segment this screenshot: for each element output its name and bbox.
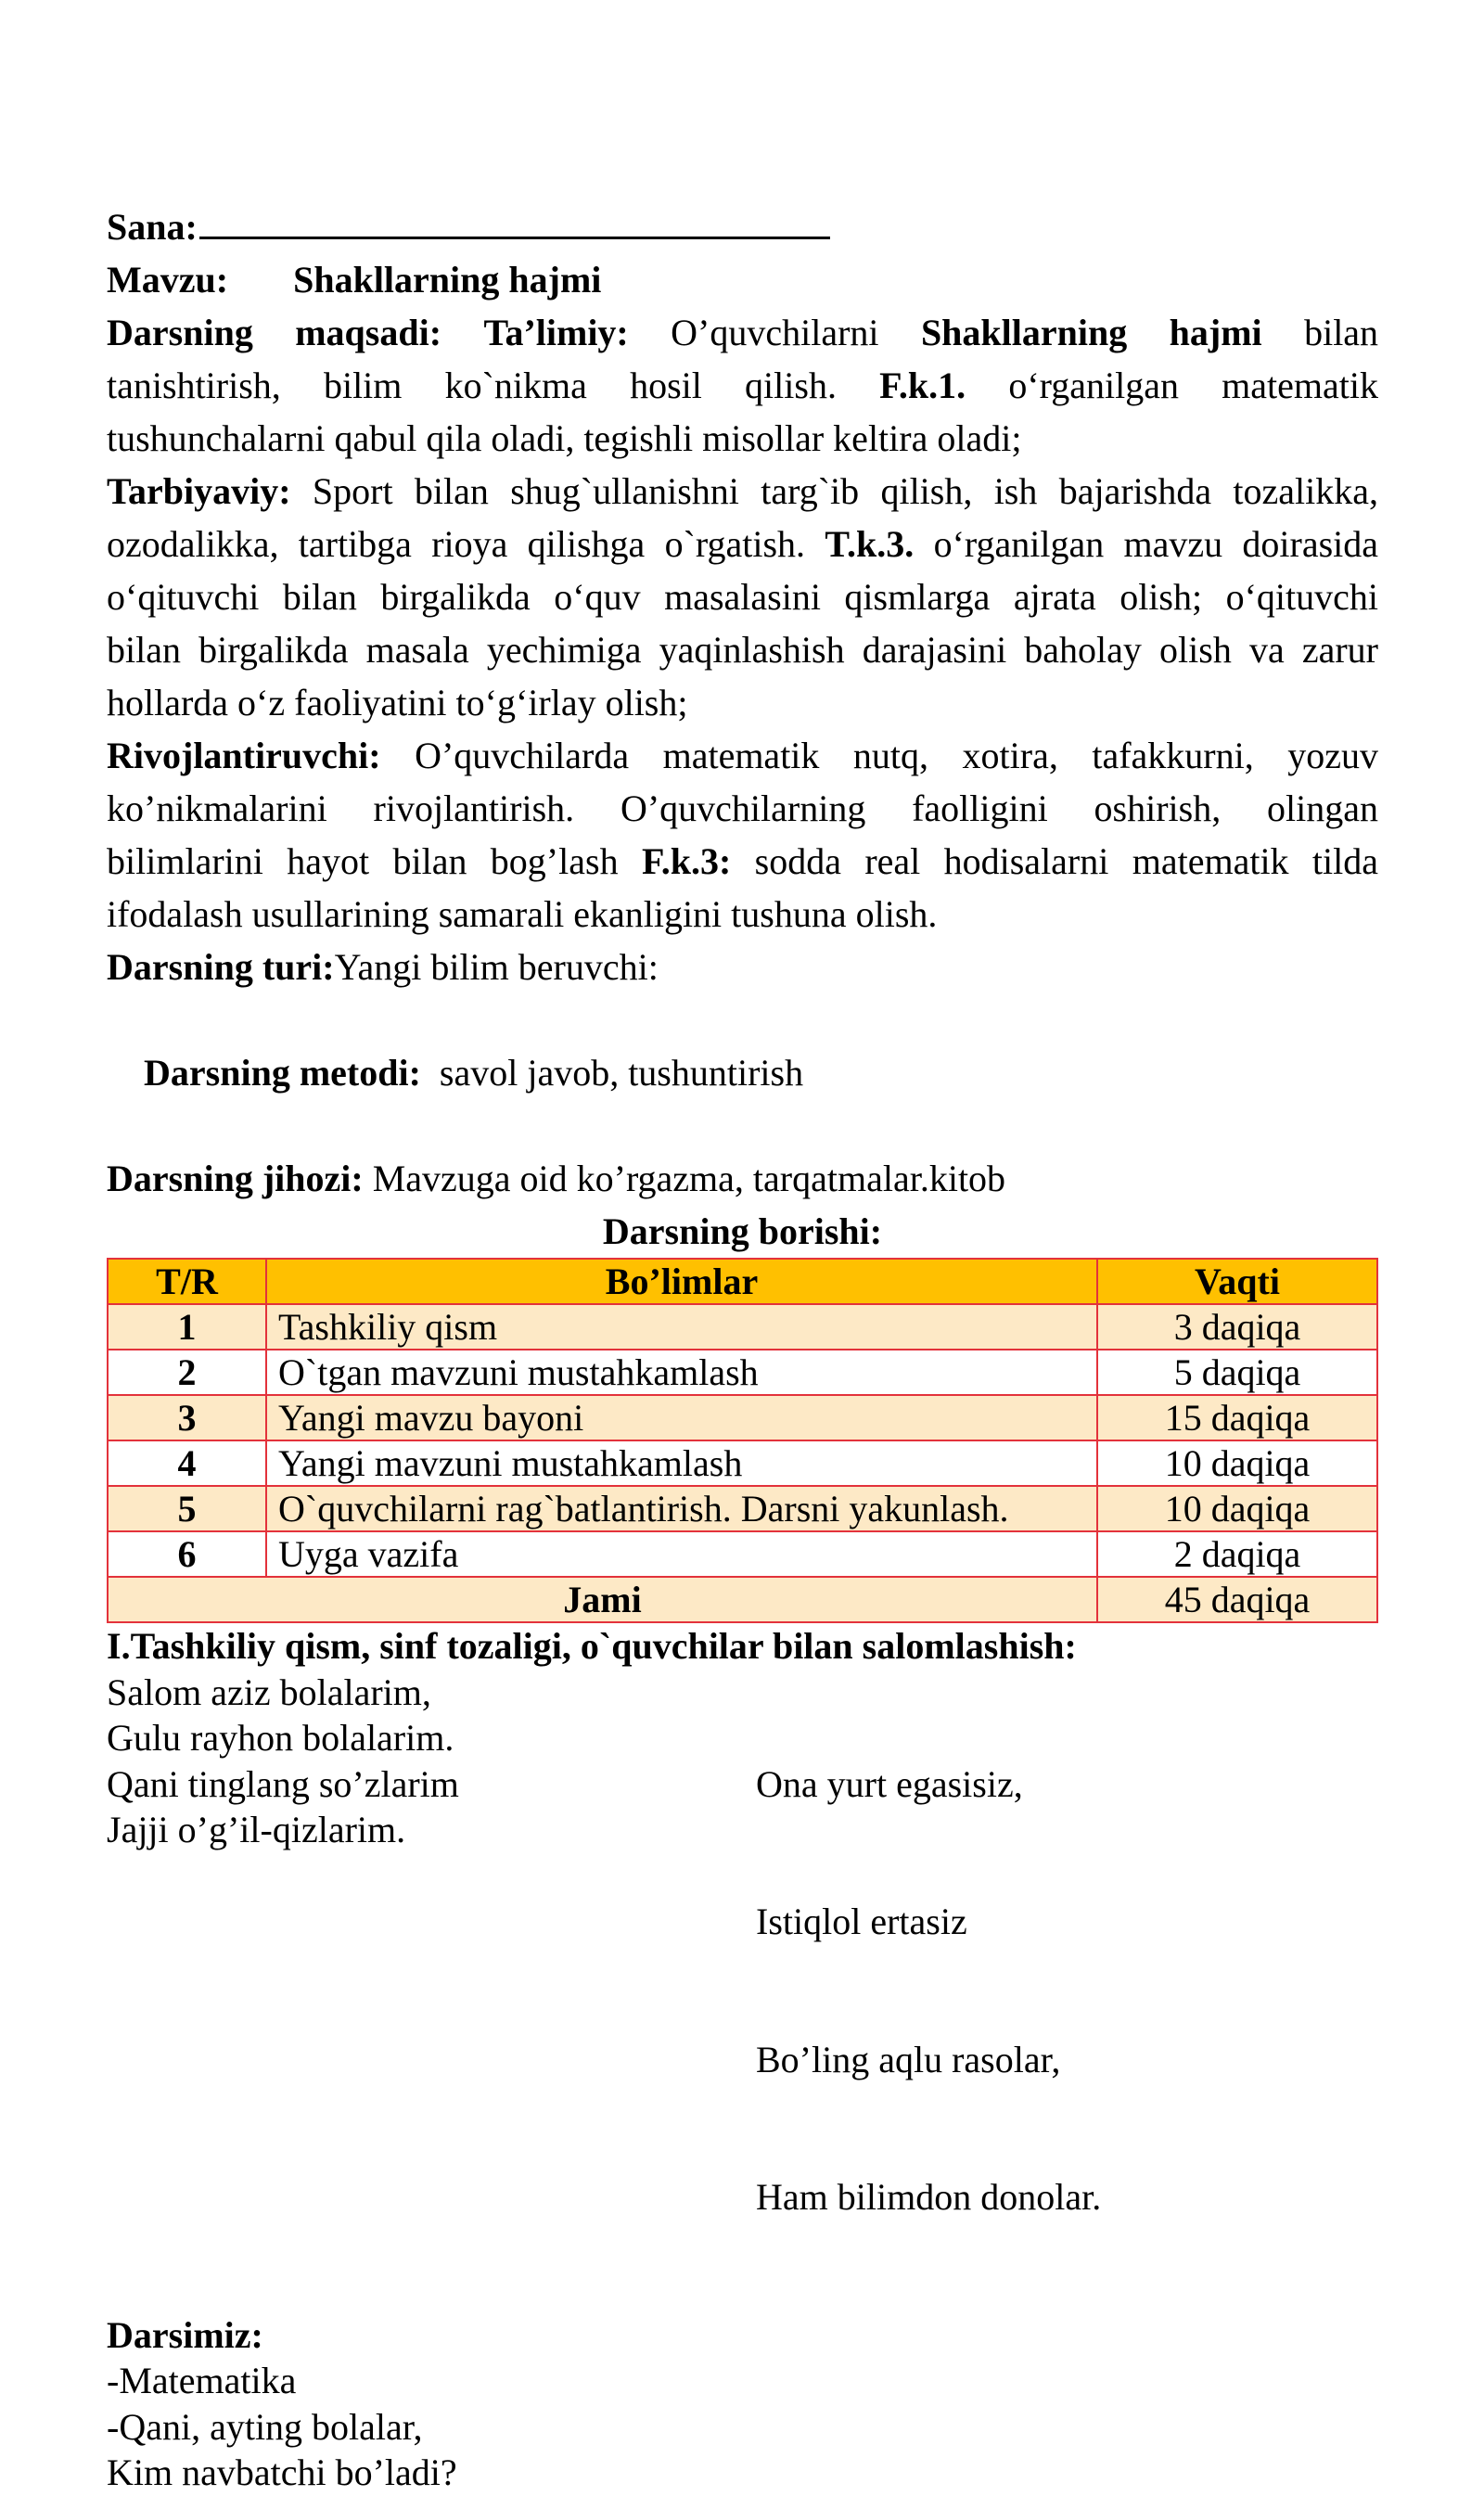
organization-heading: I.Tashkiliy qism, sinf tozaligi, o`quvchilar bilan salomlashish: xyxy=(107,1625,1077,1667)
row-section: O`quvchilarni rag`batlantirish. Darsni yakunlash. xyxy=(266,1486,1097,1531)
goals-line-4 xyxy=(107,465,1378,518)
row-number: 6 xyxy=(108,1531,266,1577)
poem-right-column xyxy=(756,1670,1101,2312)
poem-line: Bo’ling aqlu rasolar, xyxy=(756,2038,1061,2080)
lesson-plan-page xyxy=(107,199,1378,2496)
total-time: 45 daqiqa xyxy=(1097,1577,1377,1622)
lesson-type-line xyxy=(107,941,1378,993)
fk1-label: F.k.1. xyxy=(879,365,966,406)
table-header-row xyxy=(108,1259,1377,1304)
poem-line: Ona yurt egasisiz, xyxy=(756,1762,1023,1805)
topic-value: Shakllarning hajmi xyxy=(293,259,602,301)
row-number: 1 xyxy=(108,1304,266,1350)
goals-line-5 xyxy=(107,518,1378,570)
goals-text: O’quvchilarni xyxy=(671,312,879,353)
goals-line-12 xyxy=(107,888,1378,941)
closing-line: Kim navbatchi bo’ladi? xyxy=(107,2451,457,2493)
date-blank xyxy=(199,199,830,239)
date-label: Sana: xyxy=(107,206,198,248)
header-cell-number: T/R xyxy=(108,1259,266,1304)
goals-line-6 xyxy=(107,570,1378,623)
lesson-equipment-label: Darsning jihozi: xyxy=(107,1158,364,1199)
goals-text: Sport bilan shug`ullanishni targ`ib qilish, ish bajarishda tozalikka, xyxy=(312,470,1379,512)
lesson-type-value: Yangi bilim beruvchi: xyxy=(334,946,659,988)
goals-line-10 xyxy=(107,782,1378,835)
row-time: 2 daqiqa xyxy=(1097,1531,1377,1577)
row-number: 3 xyxy=(108,1395,266,1440)
table-row xyxy=(108,1440,1377,1486)
row-time: 5 daqiqa xyxy=(1097,1350,1377,1395)
table-row xyxy=(108,1531,1377,1577)
poem-line: Ham bilimdon donolar. xyxy=(756,2176,1102,2218)
lesson-type-label: Darsning turi: xyxy=(107,946,335,988)
lesson-method-line xyxy=(107,993,1378,1152)
header-cell-section: Bo’limlar xyxy=(266,1259,1097,1304)
goals-topic: Shakllarning hajmi xyxy=(920,312,1262,353)
fk3-label: F.k.3: xyxy=(641,840,732,882)
date-line xyxy=(107,199,1378,253)
row-section: Yangi mavzu bayoni xyxy=(266,1395,1097,1440)
topic-line xyxy=(107,253,1378,306)
row-time: 15 daqiqa xyxy=(1097,1395,1377,1440)
row-section: Uyga vazifa xyxy=(266,1531,1097,1577)
row-time: 10 daqiqa xyxy=(1097,1440,1377,1486)
plan-title: Darsning borishi: xyxy=(602,1210,883,1252)
goals-text: hollarda o‘z faoliyatini to‘g‘irlay olish; xyxy=(107,682,688,723)
tarbiyaviy-label: Tarbiyaviy: xyxy=(107,470,291,512)
goals-text: bilan xyxy=(1304,312,1379,353)
poem-line: Gulu rayhon bolalarim. xyxy=(107,1717,454,1759)
total-label: Jami xyxy=(108,1577,1097,1622)
table-total-row xyxy=(108,1577,1377,1622)
table-row xyxy=(108,1304,1377,1350)
goals-text: o‘rganilgan mavzu doirasida xyxy=(933,523,1379,565)
poem-line: Qani tinglang so’zlarim xyxy=(107,1762,459,1805)
goals-text: bilan birgalikda masala yechimiga yaqinlashish darajasini baholay olish va zarur xyxy=(107,629,1378,671)
goals-line-2 xyxy=(107,359,1378,412)
poem-line: Istiqlol ertasiz xyxy=(756,1901,967,1942)
topic-label: Mavzu: xyxy=(107,259,229,301)
goals-text: ozodalikka, tartibga rioya qilishga o`rgatish. xyxy=(107,523,806,565)
row-number: 5 xyxy=(108,1486,266,1531)
goals-text: o‘rganilgan matematik xyxy=(1008,365,1379,406)
goals-text: tushunchalarni qabul qila oladi, tegishli misollar keltira oladi; xyxy=(107,417,1022,459)
goals-text: ifodalash usullarining samarali ekanligini tushuna olish. xyxy=(107,893,938,935)
header-cell-time: Vaqti xyxy=(1097,1259,1377,1304)
poem-left-column xyxy=(107,1670,756,2312)
row-time: 10 daqiqa xyxy=(1097,1486,1377,1531)
closing-line: -Matematika xyxy=(107,2360,297,2401)
goals-text: tanishtirish, bilim ko`nikma hosil qilish. xyxy=(107,365,837,406)
goals-line-3 xyxy=(107,412,1378,465)
poem-line: Jajji o’g’il-qizlarim. xyxy=(107,1809,406,1850)
goals-text: o‘qituvchi bilan birgalikda o‘quv masalasini qismlarga ajrata olish; o‘qituvchi xyxy=(107,576,1378,618)
row-section: Tashkiliy qism xyxy=(266,1304,1097,1350)
closing-line: -Qani, ayting bolalar, xyxy=(107,2405,423,2448)
row-number: 4 xyxy=(108,1440,266,1486)
table-row xyxy=(108,1350,1377,1395)
lesson-equipment-line xyxy=(107,1152,1378,1205)
greeting-poem xyxy=(107,1670,1378,2312)
poem-line: Salom aziz bolalarim, xyxy=(107,1670,431,1713)
row-section: Yangi mavzuni mustahkamlash xyxy=(266,1440,1097,1486)
goals-text: ko’nikmalarini rivojlantirish. O’quvchilarning faolligini oshirish, olingan xyxy=(107,787,1378,829)
lesson-method-label: Darsning metodi: xyxy=(144,1052,421,1094)
goals-line-1 xyxy=(107,306,1378,359)
rivoj-label: Rivojlantiruvchi: xyxy=(107,735,381,776)
table-row xyxy=(108,1395,1377,1440)
goals-text: O’quvchilarda matematik nutq, xotira, tafakkurni, yozuv xyxy=(415,735,1379,776)
goals-line-7 xyxy=(107,623,1378,676)
organization-section xyxy=(107,1623,1378,2496)
goals-line-8 xyxy=(107,676,1378,729)
goals-text: sodda real hodisalarni matematik tilda xyxy=(754,840,1379,882)
row-time: 3 daqiqa xyxy=(1097,1304,1377,1350)
goals-text: bilimlarini hayot bilan bog’lash xyxy=(107,840,619,882)
lesson-plan-table xyxy=(107,1258,1378,1623)
talimiy-label: Ta’limiy: xyxy=(483,312,629,353)
lesson-equipment-value: Mavzuga oid ko’rgazma, tarqatmalar.kitob xyxy=(372,1158,1006,1199)
table-row xyxy=(108,1486,1377,1531)
goals-line-9 xyxy=(107,729,1378,782)
goals-label: Darsning maqsadi: xyxy=(107,312,442,353)
goals-line-11 xyxy=(107,835,1378,888)
row-section: O`tgan mavzuni mustahkamlash xyxy=(266,1350,1097,1395)
lesson-method-value: savol javob, tushuntirish xyxy=(420,1052,804,1094)
row-number: 2 xyxy=(108,1350,266,1395)
darsimiz-label: Darsimiz: xyxy=(107,2313,263,2356)
tk3-label: T.k.3. xyxy=(825,523,915,565)
